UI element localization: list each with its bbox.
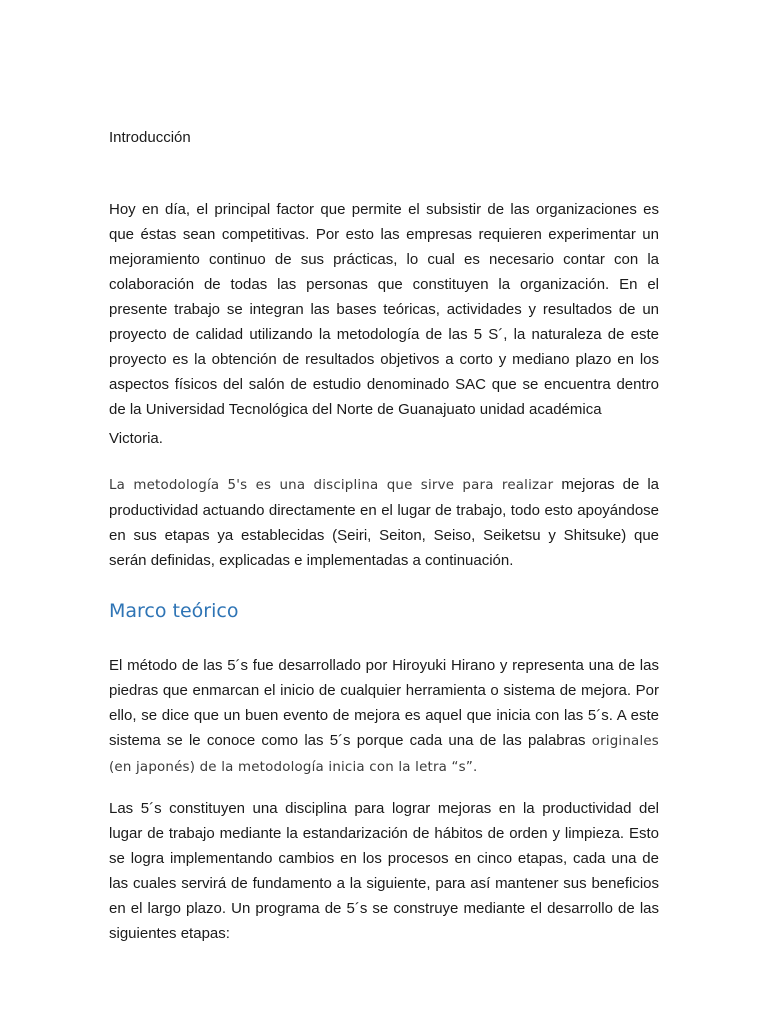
intro-heading: Introducción: [109, 129, 191, 146]
marco-paragraph-1-text: El método de las 5´s fue desarrollado por Hiroyuki Hirano y representa una de las piedras que enmarcan el inicio de cualquier herramienta o sistema de mejora. Por ello, se dice que un buen evento de mejora es aquel que inicia con las 5´s. A este sistema se le conoce como las 5´s porque cada una de las palabras: [109, 657, 659, 749]
marco-paragraph-2: Las 5´s constituyen una disciplina para lograr mejoras en la productividad del lugar de trabajo mediante la estandarización de hábitos de orden y limpieza. Esto se logra implementando cambios en los procesos en cinco etapas, cada una de las cuales servirá de fundamento a la siguiente, para así mantener sus beneficios en el largo plazo. Un programa de 5´s se construye mediante el desarrollo de las siguientes etapas:: [109, 800, 659, 942]
methodology-paragraph-rest: mejoras de la productividad actuando directamente en el lugar de trabajo, todo esto apoyándose en sus etapas ya establecidas (Seiri, Seiton, Seiso, Seiketsu y Shitsuke) que serán definidas, explicadas e implementadas a continuación.: [109, 476, 660, 569]
marco-paragraph-1: [109, 653, 659, 780]
section-heading-marco-teorico: Marco teórico: [109, 600, 239, 622]
intro-paragraph-end: Victoria.: [109, 430, 163, 447]
methodology-paragraph-lead: La metodología 5's es una disciplina que sirve para realizar: [109, 478, 554, 493]
marco-paragraph-1-end: originales (en japonés) de la metodología inicia con la letra “s”.: [109, 734, 659, 775]
methodology-paragraph: [109, 472, 659, 573]
intro-paragraph: Hoy en día, el principal factor que permite el subsistir de las organizaciones es que éstas sean competitivas. Por esto las empresas requieren experimentar un mejoramiento continuo de sus prácticas, lo cual es necesario contar con la colaboración de todas las personas que constituyen la organización. En el presente trabajo se integran las bases teóricas, actividades y resultados de un proyecto de calidad utilizando la metodología de las 5 S´, la naturaleza de este proyecto es la obtención de resultados objetivos a corto y mediano plazo en los aspectos físicos del salón de estudio denominado SAC que se encuentra dentro de la Universidad Tecnológica del Norte de Guanajuato unidad académica: [109, 201, 659, 418]
